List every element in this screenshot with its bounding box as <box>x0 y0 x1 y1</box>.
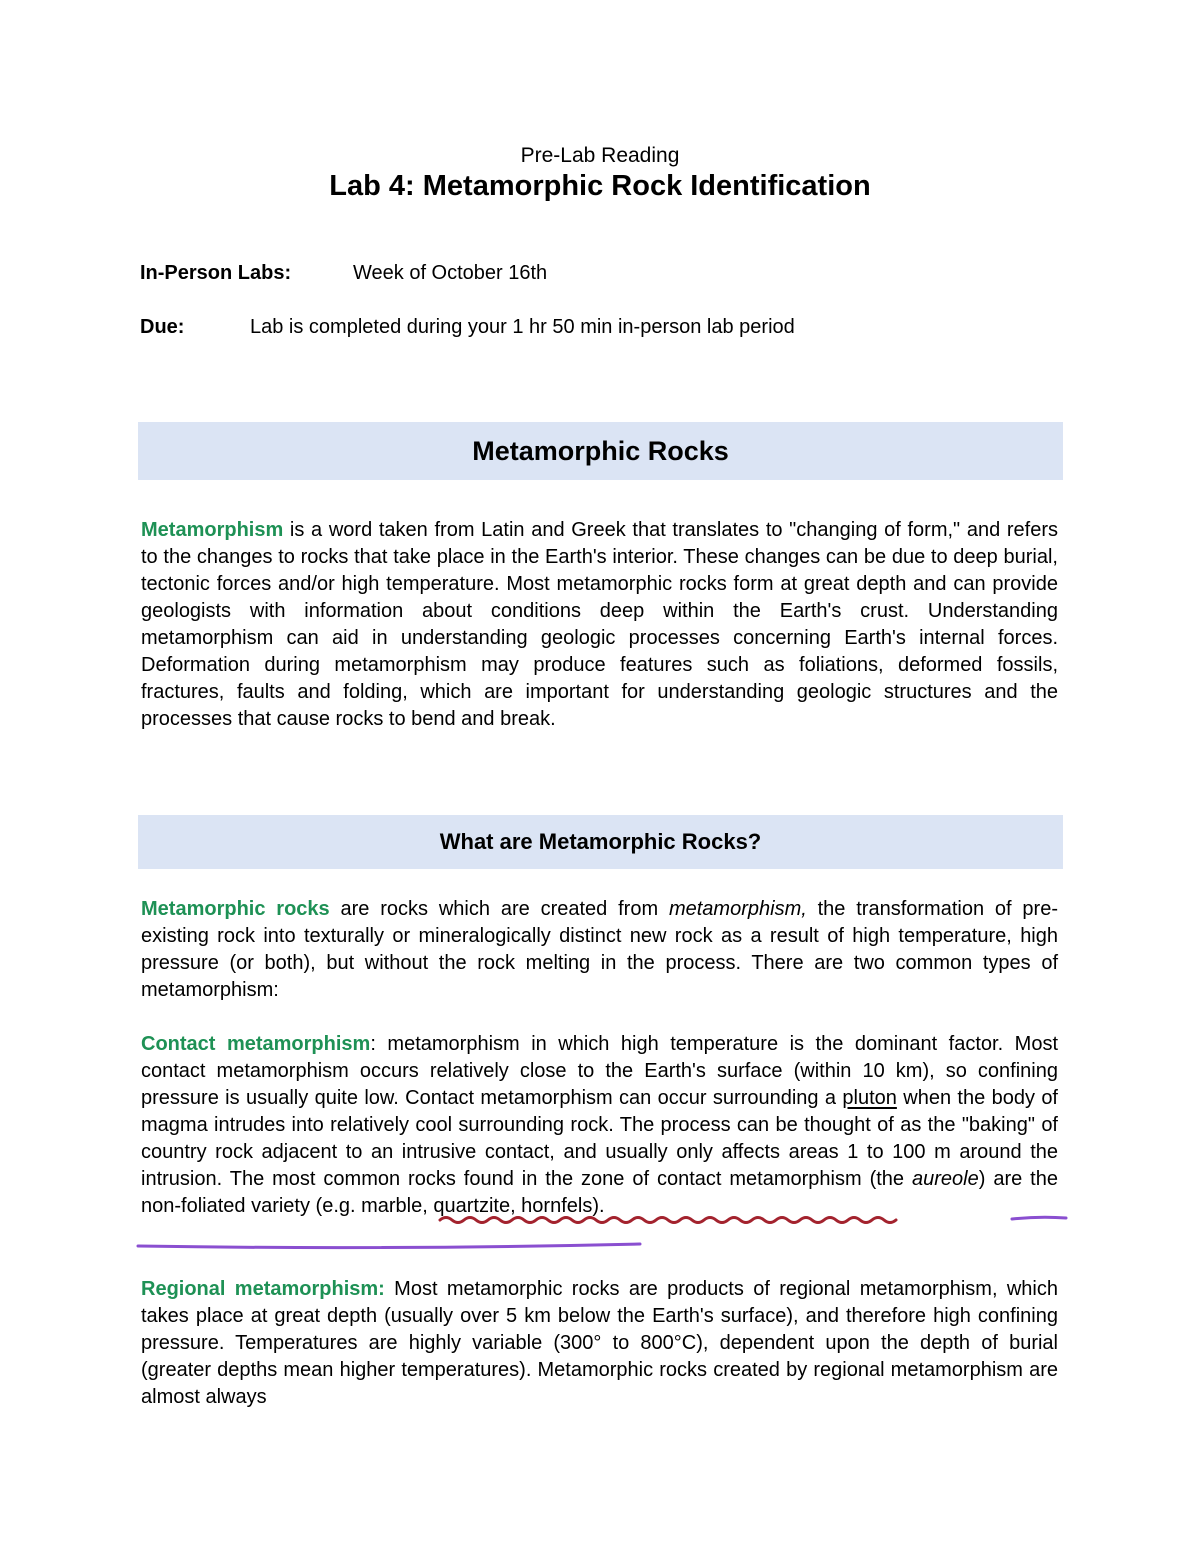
body-text: when the body of magma intrudes into relatively cool surrounding rock. The process can be thought of as the "baking" of country rock adjacent to an intrusive contact, and usually only affects areas 1 to 100 m around the intrusion. The most common rocks found in the <box>141 1087 1058 1190</box>
zone-end: ) <box>978 1168 986 1190</box>
metamorphic-rocks-paragraph <box>141 896 1058 1004</box>
section-heading: What are Metamorphic Rocks? <box>439 829 762 854</box>
metamorphism-body: is a word taken from Latin and Greek that translates to "changing of form," and refers to the changes to rocks that take place in the Earth's interior. These changes can be due to deep burial, tectonic forces and/or high temperature. Most metamorphic rocks form at great depth and can provide geologists with information about conditions deep within the Earth's crust. Understanding metamorphism can aid in understanding geologic processes concerning Earth's internal forces. Deformation during metamorphism may produce features such as foliations, deformed fossils, fractures, faults and folding, which are important for understanding geologic structures and the processes that cause rocks to bend and break. <box>141 519 1058 730</box>
labs-row <box>140 262 548 285</box>
term-metamorphic-rocks: Metamorphic rocks <box>141 898 330 920</box>
regional-paragraph <box>141 1276 1058 1411</box>
term-metamorphism: Metamorphism <box>141 519 284 541</box>
labs-label: In-Person Labs: <box>140 262 292 284</box>
section-banner-what-are <box>138 815 1063 869</box>
section-banner-metamorphic-rocks <box>138 422 1063 480</box>
body-text: : metamorphism in which high temperature is the dominant factor. Most contact metamorphism occurs relatively close to the Earth's surface (within 10 km), so confining pressure is usually quite low. Contact metamorphism can occur surrounding a <box>141 1033 1059 1109</box>
due-label: Due: <box>140 316 185 338</box>
zone-text: zone of contact metamorphism (the <box>581 1168 912 1190</box>
labs-value: Week of October 16th <box>353 262 548 284</box>
body-text: are the <box>985 1168 1058 1190</box>
contact-paragraph <box>141 1031 1058 1220</box>
due-value: Lab is completed during your 1 hr 50 min in-person lab period <box>250 316 795 338</box>
nonfoliated-text: non-foliated variety (e.g. marble, quartzite, hornfels). <box>141 1195 605 1217</box>
aureole-text: aureole <box>912 1168 979 1190</box>
due-row <box>140 316 795 339</box>
section-heading: Metamorphic Rocks <box>472 436 729 466</box>
term-regional-metamorphism: Regional metamorphism: <box>141 1278 385 1300</box>
pre-lab-kicker: Pre-Lab Reading <box>520 144 680 167</box>
body-text: the transformation of pre-existing rock into texturally or mineralogically distinct new rock as a result of high temperature, high pressure (or both), but without the rock melting in the process. There are two common types of metamorphism: <box>141 898 1059 1001</box>
body-text: are rocks which are created from <box>329 898 669 920</box>
term-contact-metamorphism: Contact metamorphism <box>141 1033 371 1055</box>
metamorphism-paragraph <box>141 517 1058 733</box>
body-text: Most metamorphic rocks are products of regional metamorphism, which takes place at great depth (usually over 5 km below the Earth's surface), and therefore high confining pressure. Temperatures are highly variable (300° to 800°C), dependent upon the depth of burial (greater depths mean higher temperatures). Metamorphic rocks created by regional metamorphism are almost always <box>141 1278 1058 1408</box>
pluton-link-text: pluton <box>842 1087 897 1109</box>
lab-title: Lab 4: Metamorphic Rock Identification <box>329 170 871 202</box>
italic-metamorphism: metamorphism, <box>668 898 807 920</box>
purple-underline-bottom <box>138 1244 640 1248</box>
